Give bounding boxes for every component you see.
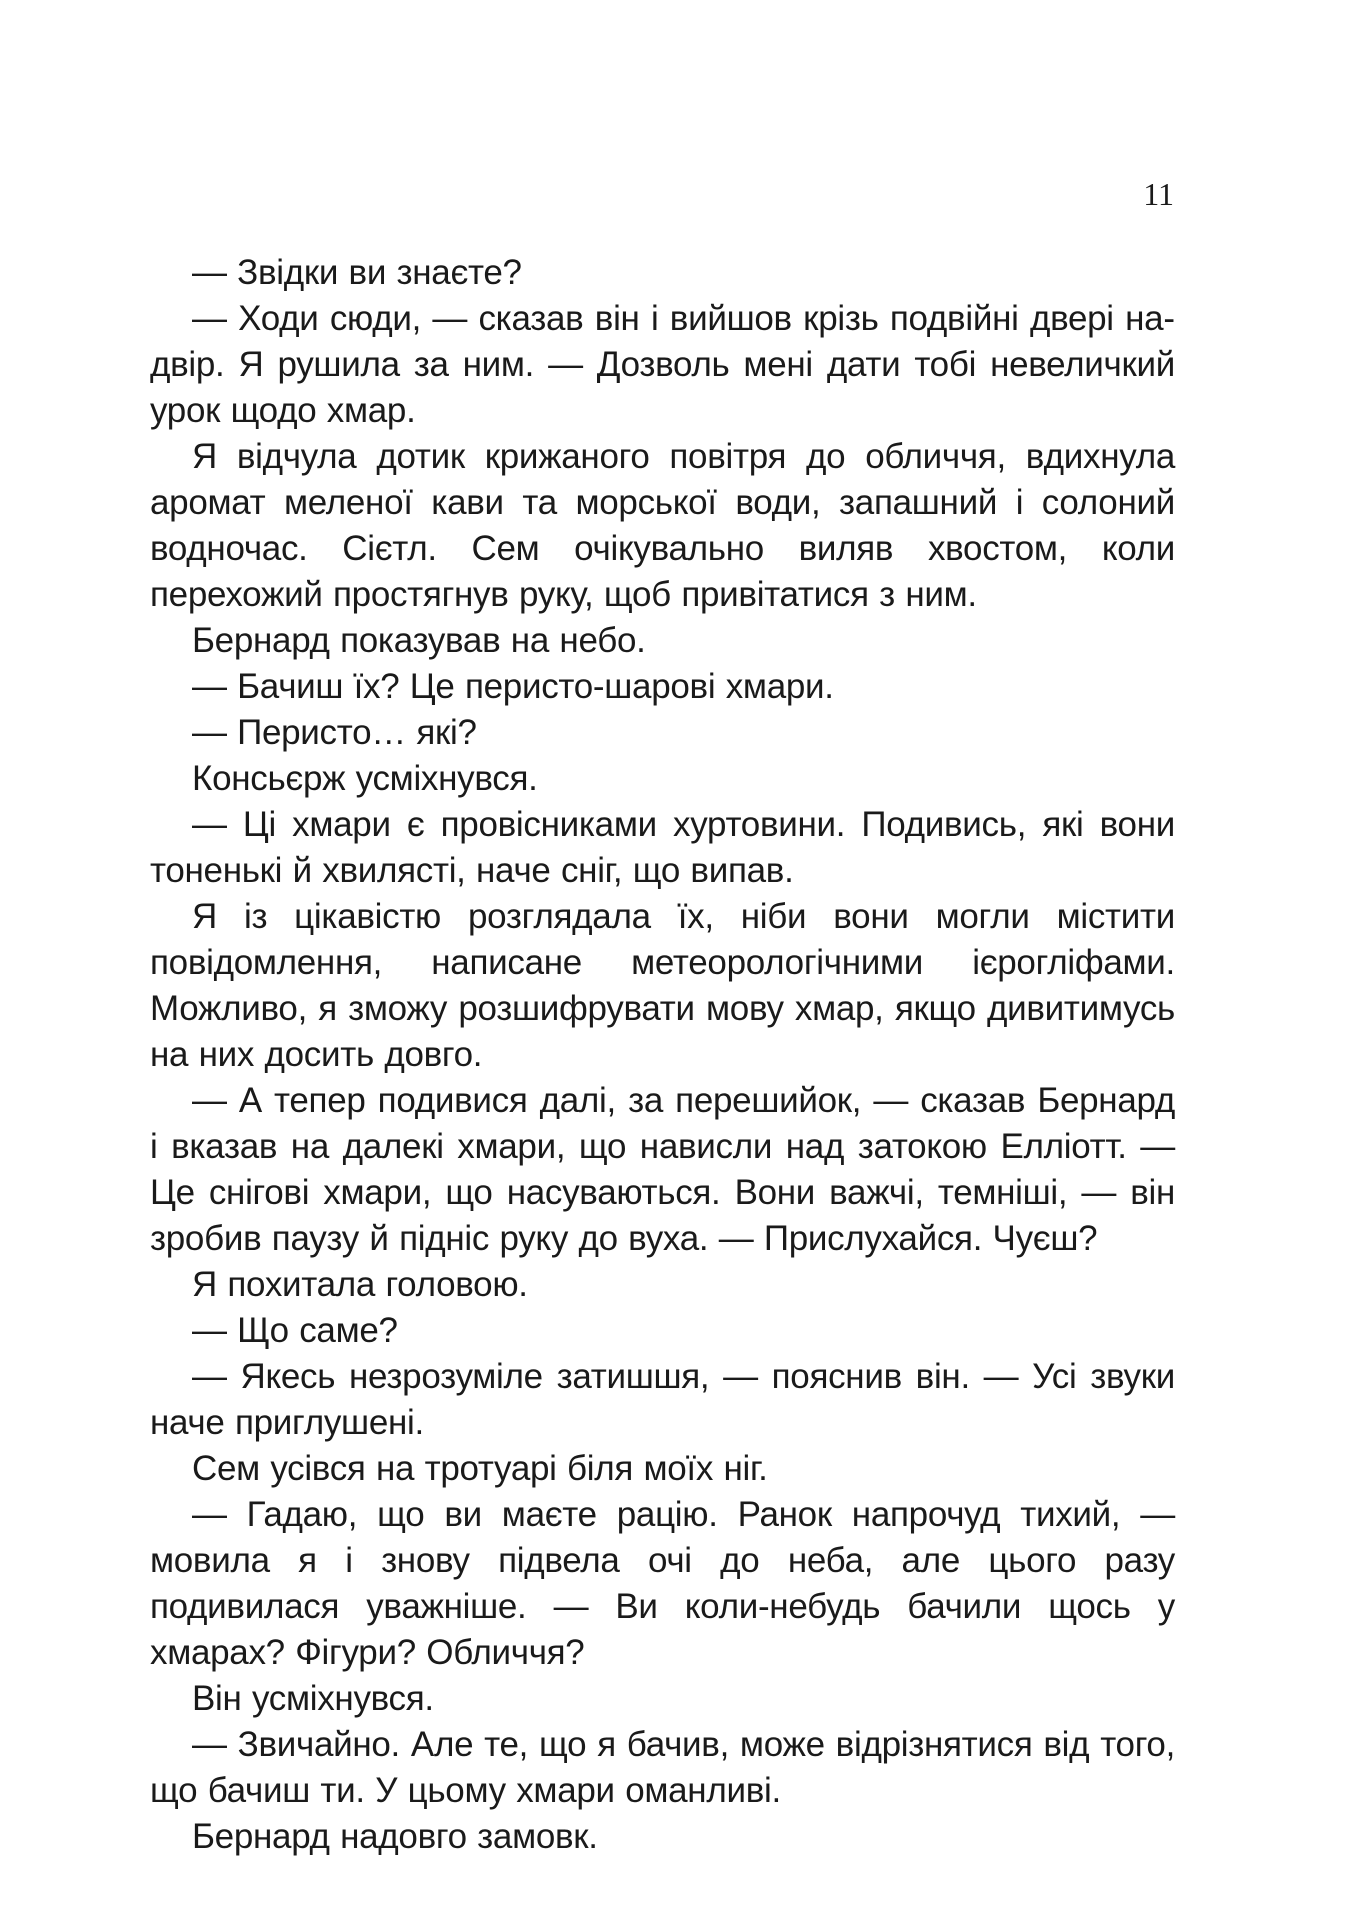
paragraph: — Звичайно. Але те, що я бачив, може відрізнятися від того, що бачиш ти. У цьому хмари оманливі.: [150, 1725, 1175, 1810]
paragraph: Сем усівся на тротуарі біля моїх ніг.: [192, 1449, 768, 1488]
paragraph: — Якесь незрозуміле затишшя, — пояснив він. — Усі звуки наче приглушені.: [150, 1357, 1175, 1442]
body-text: [150, 250, 1175, 1860]
paragraph: — Гадаю, що ви маєте рацію. Ранок напрочуд тихий, — мовила я і знову підвела очі до неба, але цього разу подивилася уважніше. — Ви коли-небудь бачили щось у хмарах? Фігури? Обличчя?: [150, 1495, 1175, 1672]
paragraph: — Перисто… які?: [192, 713, 477, 752]
paragraph: Я відчула дотик крижаного повітря до обличчя, вдихнула аромат меленої кави та морської води, запашний і солоний водночас. Сієтл. Сем очікувально виляв хвостом, коли перехожий простягнув руку, щоб привітатися з ним.: [150, 437, 1175, 614]
paragraph: — Ходи сюди, — сказав він і вийшов крізь подвійні двері надвір. Я рушила за ним. — Дозволь мені дати тобі невеличкий урок щодо хмар.: [150, 299, 1175, 430]
paragraph: Консьєрж усміхнувся.: [192, 759, 538, 798]
paragraph: — А тепер подивися далі, за перешийок, — сказав Бернард і вказав на далекі хмари, що нависли над затокою Елліотт. — Це снігові хмари, що насуваються. Вони важчі, темніші, — він зробив паузу й підніс руку до вуха. — Прислухайся. Чуєш?: [150, 1081, 1175, 1258]
paragraph: — Бачиш їх? Це перисто-шарові хмари.: [192, 667, 834, 706]
paragraph: Бернард показував на небо.: [192, 621, 646, 660]
page-number: 11: [1143, 176, 1174, 212]
paragraph: — Що саме?: [192, 1311, 398, 1350]
paragraph: Бернард надовго замовк.: [192, 1817, 598, 1856]
paragraph: Я похитала головою.: [192, 1265, 528, 1304]
paragraph: Я із цікавістю розглядала їх, ніби вони могли містити повідомлення, написане метеорологічними ієрогліфами. Можливо, я зможу розшифрувати мову хмар, якщо дивитимусь на них досить довго.: [150, 897, 1175, 1074]
paragraph: — Ці хмари є провісниками хуртовини. Подивись, які вони тоненькі й хвилясті, наче сніг, що випав.: [150, 805, 1175, 890]
paragraph: — Звідки ви знаєте?: [192, 253, 522, 292]
paragraph: Він усміхнувся.: [192, 1679, 434, 1718]
